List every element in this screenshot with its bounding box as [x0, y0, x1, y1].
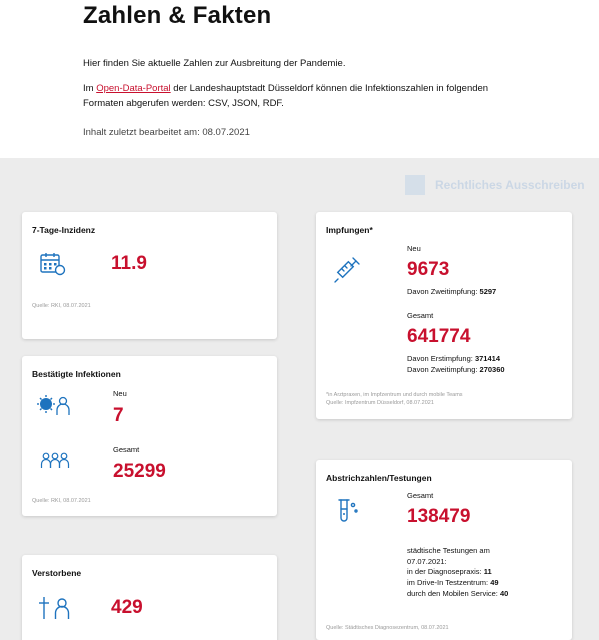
vaccinations-card	[316, 212, 572, 419]
intro-text: Hier finden Sie aktuelle Zahlen zur Ausbreitung der Pandemie.	[83, 58, 346, 69]
tests-mobile-label: durch den Mobilen Service:	[407, 589, 498, 598]
document-icon	[405, 175, 425, 195]
deaths-card	[22, 555, 277, 640]
tests-title: Abstrichzahlen/Testungen	[326, 473, 432, 483]
intro-section	[0, 0, 599, 158]
legal-button-label: Rechtliches Ausschreiben	[435, 178, 585, 192]
calendar-icon	[40, 252, 66, 276]
open-data-portal-link[interactable]: Open-Data-Portal	[96, 83, 171, 94]
cross-person-icon	[36, 595, 72, 621]
page-title: Zahlen & Fakten	[83, 2, 272, 29]
incidence-value: 11.9	[111, 253, 147, 274]
total-infections-label: Gesamt	[113, 445, 140, 454]
open-data-prefix: Im	[83, 83, 97, 94]
tests-praxis	[407, 567, 492, 577]
infections-title: Bestätigte Infektionen	[32, 369, 121, 379]
incidence-card	[22, 212, 277, 339]
vaccinations-source: Quelle: Impfzentrum Düsseldorf, 08.07.2021	[326, 400, 434, 406]
total-tests-value: 138479	[407, 506, 471, 527]
total-tests-label: Gesamt	[407, 491, 434, 500]
second-dose	[407, 365, 505, 375]
infections-source: Quelle: RKI, 08.07.2021	[32, 498, 91, 504]
first-dose	[407, 354, 500, 364]
vaccinations-footnote: *in Arztpraxen, im Impfzentrum und durch mobile Teams	[326, 392, 463, 398]
new-second-dose-value: 5297	[479, 287, 497, 296]
tests-praxis-label: in der Diagnosepraxis:	[407, 567, 482, 576]
second-dose-value: 270360	[479, 365, 505, 374]
tests-date-line2: 07.07.2021:	[407, 557, 447, 566]
tests-drive-in	[407, 578, 499, 588]
incidence-title: 7-Tage-Inzidenz	[32, 225, 96, 235]
infections-card	[22, 356, 277, 516]
vaccinations-title: Impfungen*	[326, 225, 373, 235]
new-vaccinations-label: Neu	[407, 244, 421, 253]
tests-mobile	[407, 589, 508, 599]
new-second-dose-label: Davon Zweitimpfung:	[407, 287, 478, 296]
first-dose-value: 371414	[474, 354, 500, 363]
deaths-value: 429	[111, 597, 143, 618]
tests-drive-in-label: im Drive-In Testzentrum:	[407, 578, 489, 587]
legal-button[interactable]	[405, 172, 599, 198]
tests-drive-in-value: 49	[490, 578, 499, 587]
syringe-icon	[333, 254, 363, 284]
last-updated: Inhalt zuletzt bearbeitet am: 08.07.2021	[83, 127, 250, 138]
total-vaccinations-label: Gesamt	[407, 311, 434, 320]
second-dose-label: Davon Zweitimpfung:	[407, 365, 478, 374]
first-dose-label: Davon Erstimpfung:	[407, 354, 473, 363]
group-icon	[40, 451, 70, 471]
new-infections-value: 7	[113, 405, 124, 426]
new-second-dose	[407, 287, 496, 297]
tests-date-line1: städtische Testungen am	[407, 546, 490, 555]
new-vaccinations-value: 9673	[407, 259, 450, 280]
tests-source: Quelle: Städtisches Diagnosezentrum, 08.07.2021	[326, 625, 449, 631]
tests-praxis-value: 11	[483, 567, 492, 576]
new-infections-label: Neu	[113, 389, 127, 398]
total-vaccinations-value: 641774	[407, 326, 471, 347]
tests-card	[316, 460, 572, 640]
virus-person-icon	[36, 393, 72, 417]
test-tube-icon	[334, 497, 360, 527]
total-infections-value: 25299	[113, 461, 166, 482]
incidence-source: Quelle: RKI, 08.07.2021	[32, 303, 91, 309]
deaths-title: Verstorbene	[32, 568, 82, 578]
open-data-text	[83, 81, 523, 111]
open-data-suffix: der Landeshauptstadt Düsseldorf können die Infektionszahlen in folgenden Formaten abgerufen werden: CSV, JSON, RDF.	[83, 83, 489, 109]
tests-mobile-value: 40	[499, 589, 509, 598]
